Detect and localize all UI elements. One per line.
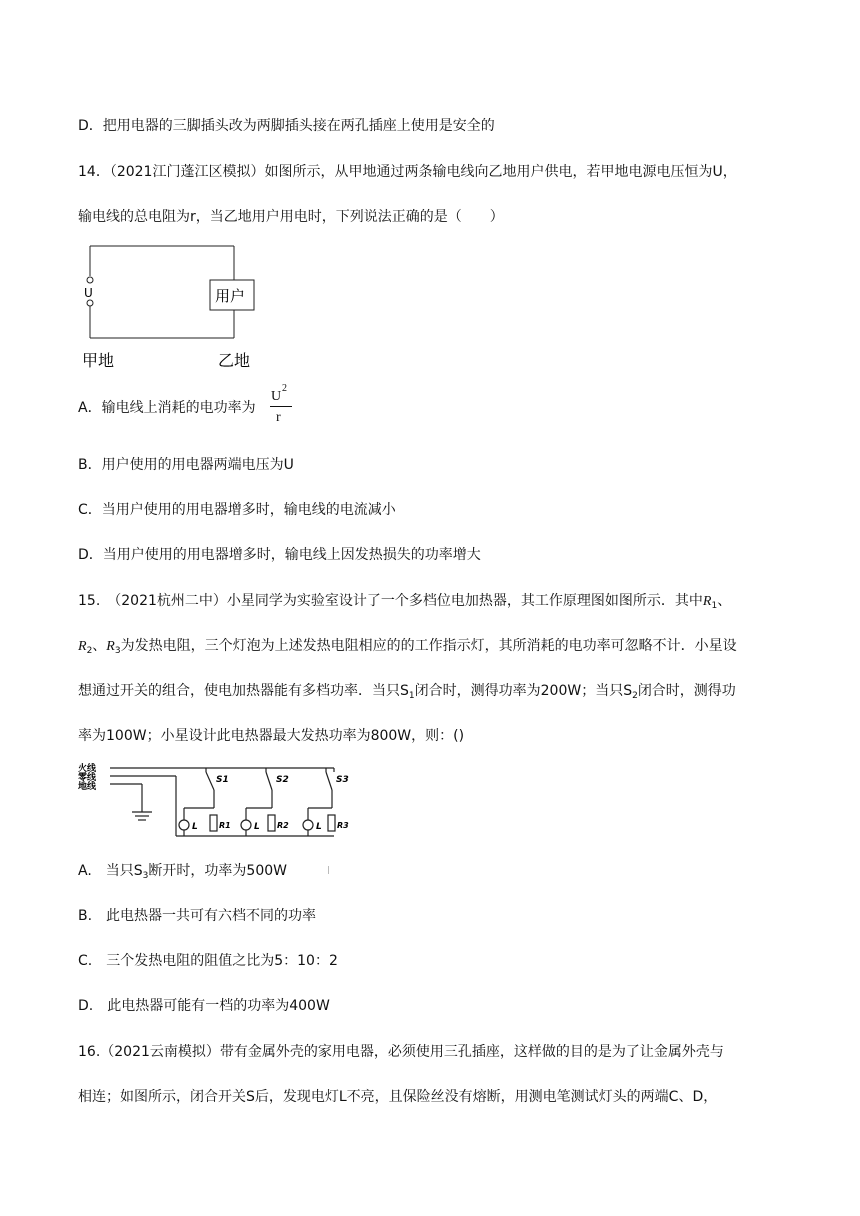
resistor-r3-label: R3: [337, 821, 349, 830]
q14-option-a: A．输电线上消耗的电功率为: [78, 400, 256, 416]
q15-option-b: B. 此电热器一共可有六档不同的功率: [78, 908, 317, 924]
lamp-label-2: L: [254, 822, 260, 832]
q14-option-c: C．当用户使用的用电器增多时，输电线的电流减小: [78, 502, 396, 518]
q15-option-c: C. 三个发热电阻的阻值之比为5：10：2: [78, 953, 338, 969]
q15-option-a: A. 当只$S_3$断开时，功率为500W: [78, 863, 287, 881]
q13-option-d: D．把用电器的三脚插头改为两脚插头接在两孔插座上使用是安全的: [78, 118, 495, 134]
location-jia-label: 甲地: [82, 351, 115, 370]
switch-s3-label: S3: [336, 775, 349, 785]
q16-stem-line1: 16.（2021云南模拟）带有金属外壳的家用电器，必须使用三孔插座，这样做的目的是为了让金属外壳与: [78, 1044, 724, 1060]
q15-heater-circuit-figure: [76, 758, 366, 838]
lamp-label-1: L: [192, 822, 198, 832]
fraction-bar: [270, 406, 292, 407]
location-yi-label: 乙地: [218, 351, 251, 370]
user-box-label: 用户: [215, 287, 246, 305]
fraction-numerator: U: [271, 389, 282, 404]
fraction-superscript: 2: [282, 383, 287, 394]
resistor-r2-label: R2: [277, 821, 289, 830]
q14-option-d: D．当用户使用的用电器增多时，输电线上因发热损失的功率增大: [78, 547, 481, 563]
q14-stem-line2: 输电线的总电阻为r，当乙地用户用电时，下列说法正确的是（ ）: [78, 209, 504, 225]
live-wire-label: 火线: [78, 764, 97, 774]
source-voltage-label: U: [84, 286, 93, 300]
switch-s2-label: S2: [276, 775, 289, 785]
q14-circuit-figure: [76, 240, 276, 370]
q14-stem-line1: 14．（2021江门蓬江区模拟）如图所示，从甲地通过两条输电线向乙地用户供电，若甲地电源电压恒为U，: [78, 164, 737, 180]
q15-option-d: D. 此电热器可能有一档的功率为400W: [78, 998, 330, 1014]
lamp-label-3: L: [316, 822, 322, 832]
q15-stem-line2: $R_2$、$R_3$为发热电阻，三个灯泡为上述发热电阻相应的的工作指示灯，其所消耗的电功率可忽略不计．小星设: [78, 638, 737, 656]
q15-stem-line4: 率为100W；小星设计此电热器最大发热功率为800W，则：(): [78, 728, 465, 744]
stray-mark: [328, 866, 329, 874]
fraction-denominator: r: [276, 410, 281, 425]
q15-stem-line3: 想通过开关的组合，使电加热器能有多档功率．当只$S_1$闭合时，测得功率为200W；当只$S_2$闭合时，测得功: [78, 683, 736, 701]
ground-wire-label: 地线: [78, 782, 97, 792]
resistor-r1-label: R1: [219, 821, 231, 830]
q16-stem-line2: 相连；如图所示，闭合开关S后，发现电灯L不亮，且保险丝没有熔断，用测电笔测试灯头的两端C、D，: [78, 1089, 718, 1105]
neutral-wire-label: 零线: [78, 773, 97, 783]
q14-option-b: B．用户使用的用电器两端电压为U: [78, 457, 294, 473]
switch-s1-label: S1: [216, 775, 229, 785]
q15-stem-line1: 15. （2021杭州二中）小星同学为实验室设计了一个多档位电加热器，其工作原理图如图所示．其中$R_1$、: [78, 593, 732, 611]
